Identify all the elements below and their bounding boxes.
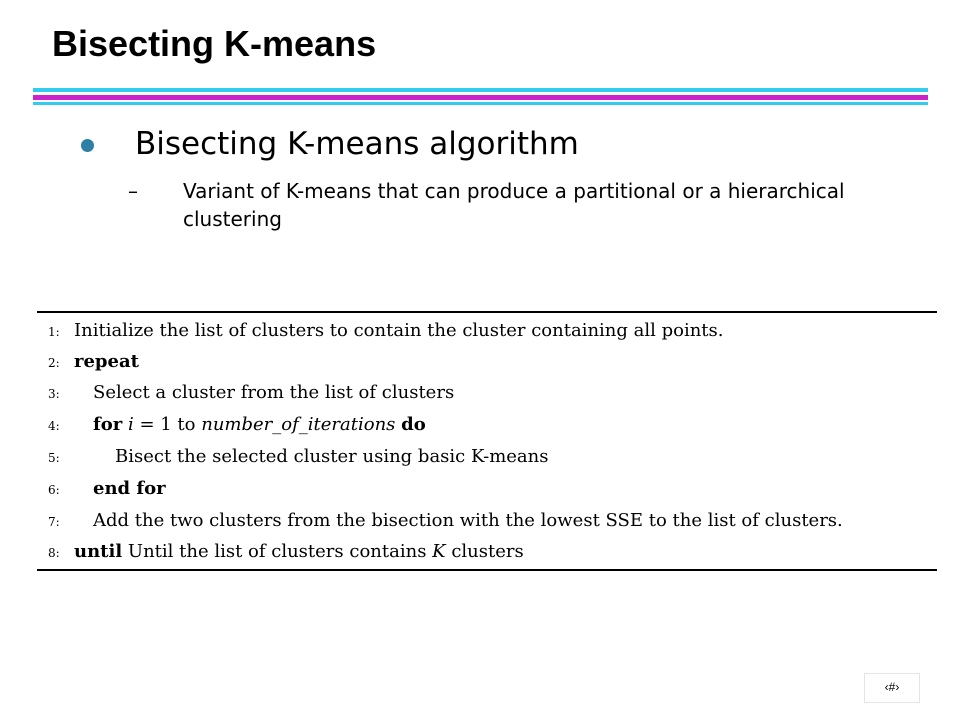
slide-title: Bisecting K-means: [52, 23, 377, 64]
line-number: 4:: [48, 419, 60, 433]
sub-bullet-dash: –: [128, 179, 138, 203]
algorithm-text: Initialize the list of clusters to contain the cluster containing all points.: [74, 320, 724, 341]
line-number: 7:: [48, 515, 60, 529]
page-number-box: [864, 673, 920, 703]
variable-iterations: number_of_iterations: [201, 414, 396, 435]
variable-i: i: [127, 414, 134, 435]
line-number: 8:: [48, 546, 60, 560]
line-number: 6:: [48, 483, 60, 497]
line-number: 3:: [48, 387, 60, 401]
line-number: 1:: [48, 325, 60, 339]
bullet-icon: [81, 139, 94, 152]
title-rule-top: [33, 88, 928, 92]
algorithm-line-4: [37, 409, 426, 440]
title-rule-bottom: [33, 102, 928, 105]
algorithm-text: Add the two clusters from the bisection with the lowest SSE to the list of clusters.: [93, 510, 843, 531]
line-number: 5:: [48, 451, 60, 465]
algorithm-line-2: [37, 346, 139, 377]
page-number: ‹#›: [884, 680, 900, 694]
algorithm-text: Until the list of clusters contains: [122, 541, 433, 562]
bullet-text: Bisecting K-means algorithm: [135, 126, 579, 162]
title-rule-middle: [33, 95, 928, 100]
algorithm-text: Bisect the selected cluster using basic K-means: [115, 446, 549, 467]
algorithm-text: = 1 to: [133, 414, 202, 435]
algorithm-line-5: [37, 441, 548, 472]
algorithm-line-7: [37, 505, 843, 536]
algorithm-text: clusters: [445, 541, 524, 562]
algorithm-line-6: [37, 473, 166, 504]
line-number: 2:: [48, 356, 60, 370]
algorithm-box: [37, 311, 937, 571]
algorithm-line-8: [37, 536, 524, 567]
keyword-until: until: [74, 541, 123, 562]
keyword-for: for: [93, 414, 123, 435]
algorithm-line-1: [37, 315, 724, 346]
sub-bullet-text: Variant of K-means that can produce a partitional or a hierarchical clustering: [183, 179, 845, 231]
keyword-end-for: end for: [93, 478, 166, 499]
algorithm-text: Select a cluster from the list of clusters: [93, 382, 455, 403]
keyword-do: do: [401, 414, 426, 435]
variable-k: K: [432, 541, 446, 562]
keyword-repeat: repeat: [74, 351, 139, 372]
algorithm-line-3: [37, 377, 454, 408]
